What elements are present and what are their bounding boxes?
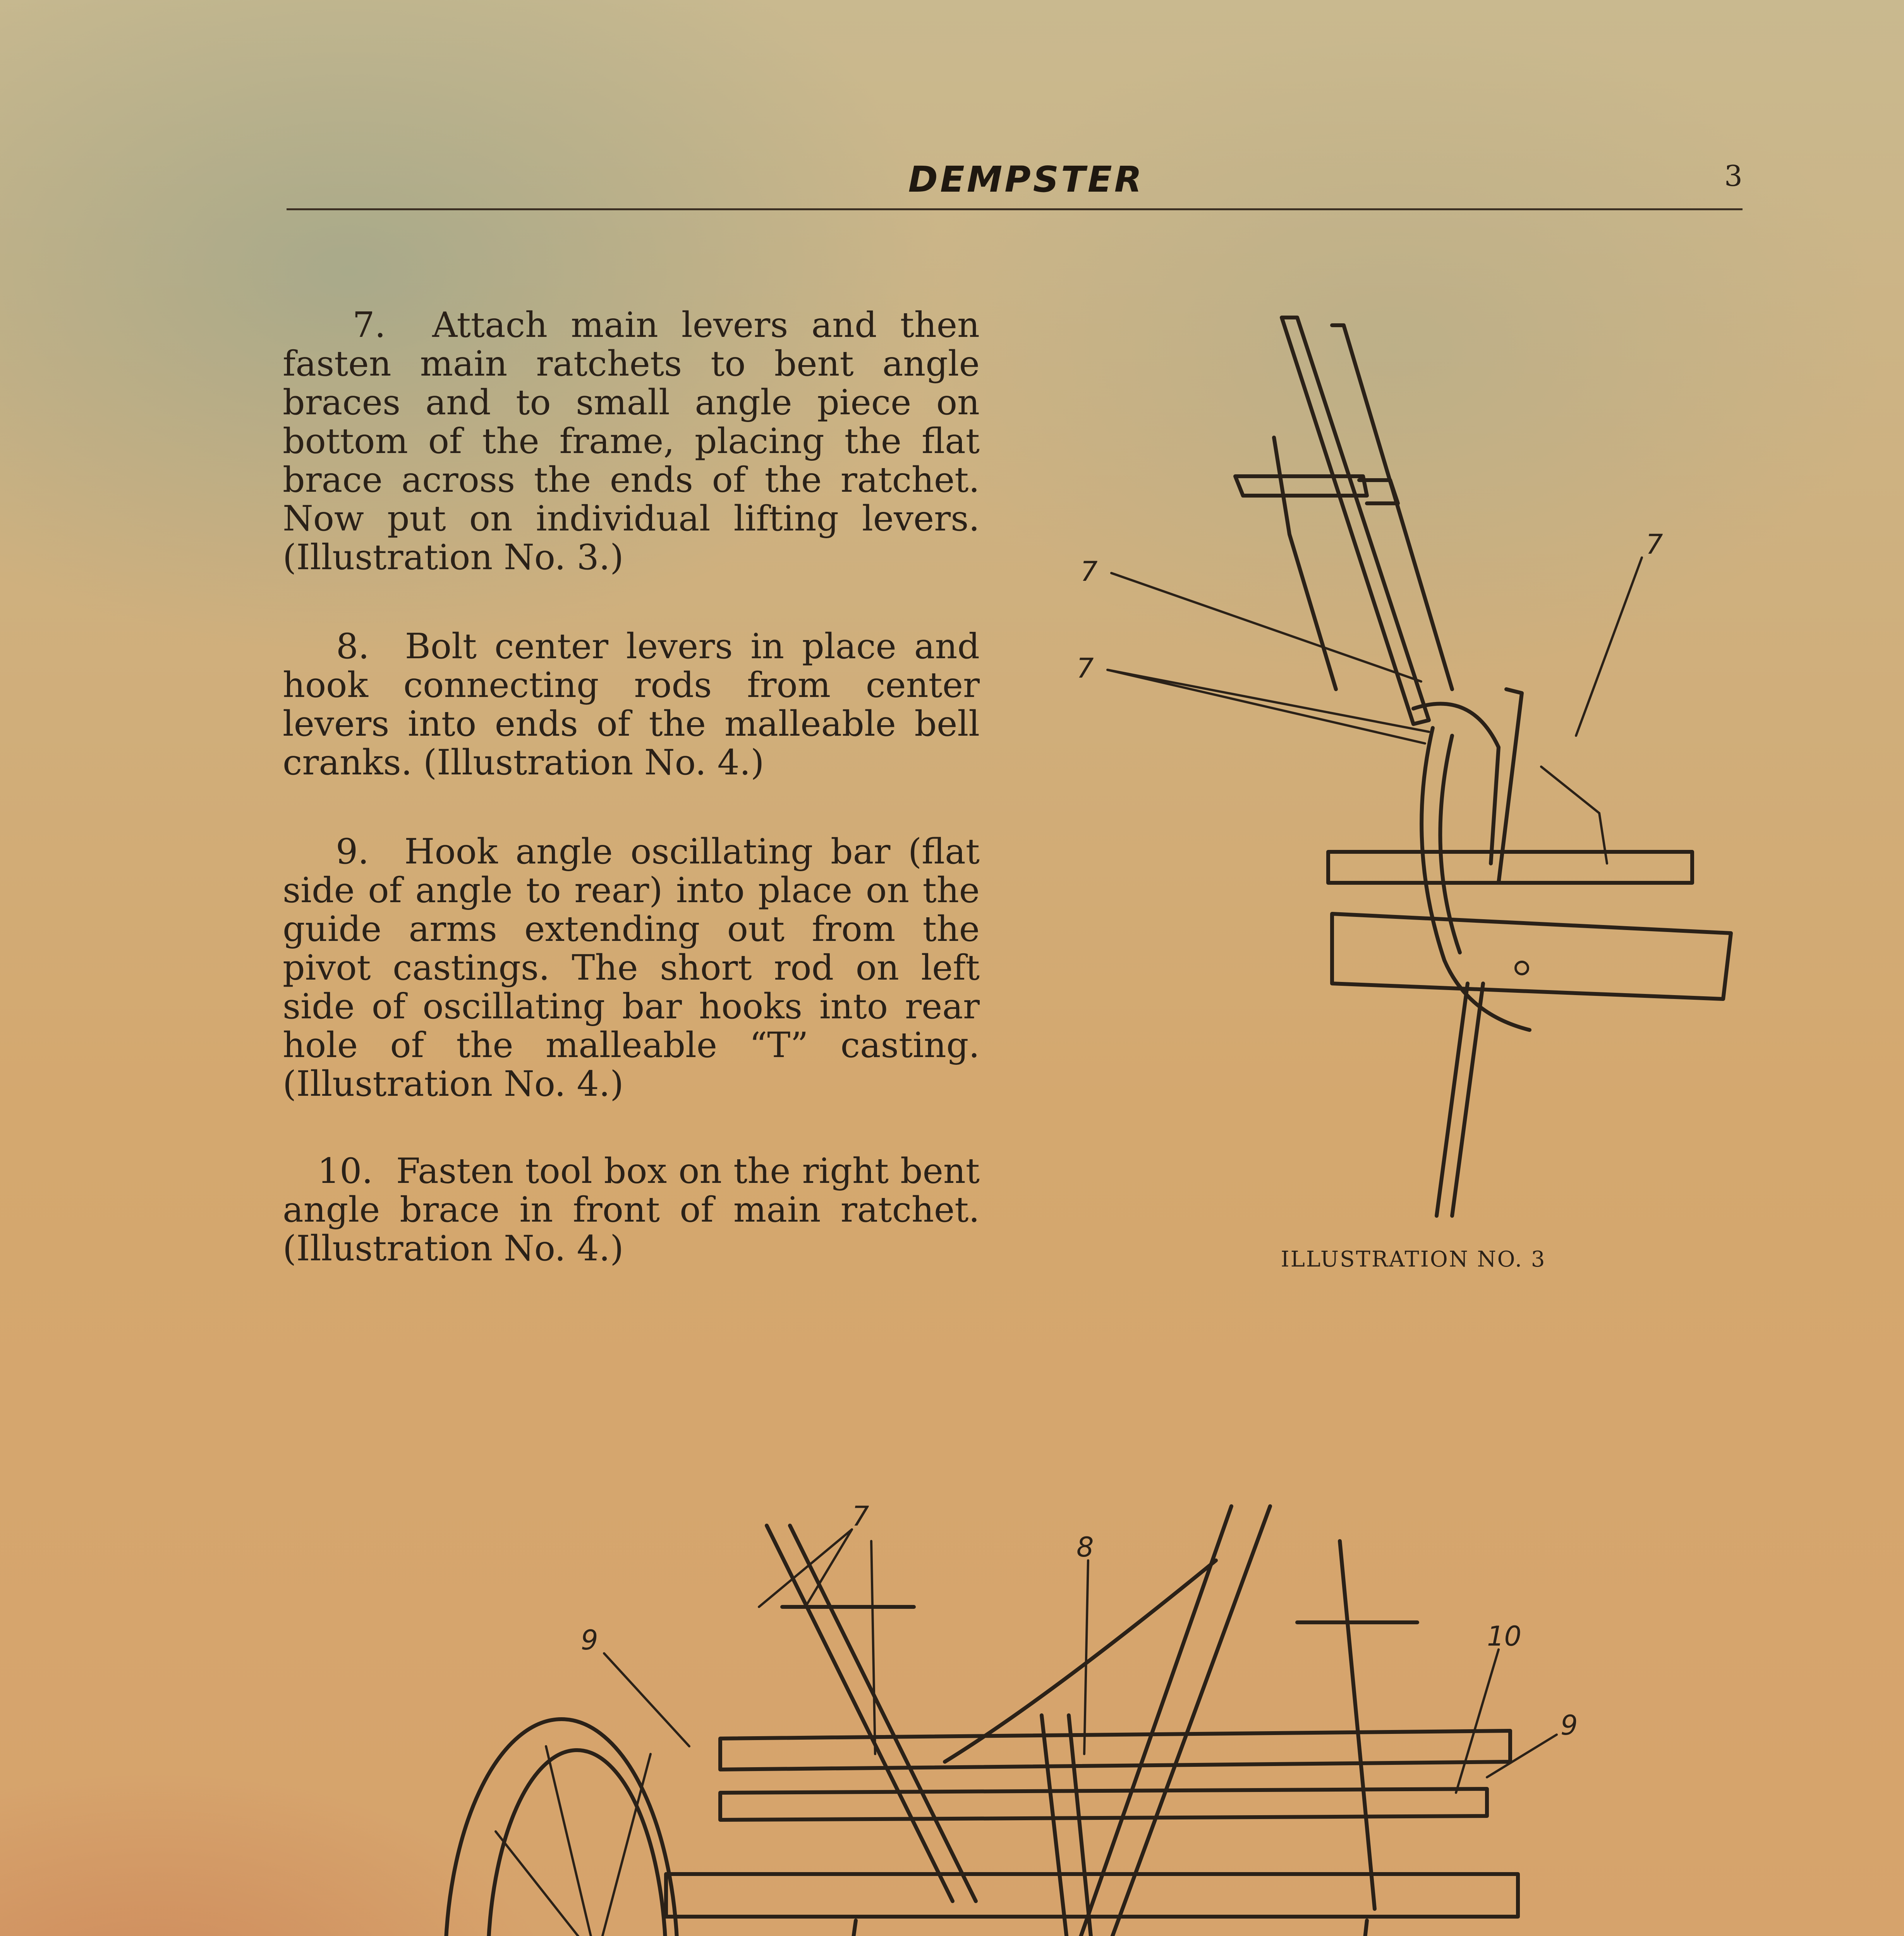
- lever-assembly-drawing: [1235, 318, 1731, 1216]
- instruction-text: Fasten tool box on the right bent angle brace in front of main ratchet. (Illustration No. 4.): [283, 1151, 980, 1269]
- callout-label: 7: [1076, 652, 1094, 684]
- instruction-number: 10.: [317, 1151, 373, 1191]
- callout-lines: [1107, 558, 1642, 743]
- instruction-8: [283, 627, 980, 782]
- illustration-3: [1065, 302, 1762, 1255]
- illustration-4: [418, 1483, 1650, 1936]
- callout-label: 9: [1561, 1709, 1578, 1741]
- page-number: 3: [1724, 160, 1743, 193]
- instruction-text: Bolt center levers in place and hook connecting rods from center levers into ends of the malleable bell cranks. (Illustration No. 4.): [283, 626, 980, 783]
- brand-logo: DEMPSTER: [908, 159, 1144, 200]
- callout-label: 7: [1646, 529, 1663, 560]
- instruction-7: [283, 306, 980, 577]
- header-rule: [287, 208, 1743, 210]
- instruction-10: [283, 1152, 980, 1268]
- callout-label: 7: [852, 1500, 869, 1532]
- cultivator-drawing: [445, 1506, 1518, 1936]
- instruction-text: Hook angle oscillating bar (flat side of angle to rear) into place on the guide arms extending out from the pivot castings. The short rod on left side of oscillating bar hooks into rear hole of the malleable “T” casting. (Illustration No. 4.): [283, 831, 980, 1104]
- instruction-9: [283, 832, 980, 1104]
- callout-label: 7: [1080, 556, 1098, 587]
- instruction-number: 9.: [335, 831, 369, 872]
- illustration-3-caption: ILLUSTRATION NO. 3: [1281, 1247, 1546, 1272]
- page-header: [287, 155, 1743, 217]
- callout-label: 8: [1076, 1531, 1094, 1563]
- instruction-number: 7.: [352, 305, 386, 345]
- instruction-number: 8.: [336, 626, 369, 667]
- instruction-text: Attach main levers and then fasten main ratchets to bent angle braces and to small angle piece on bottom of the frame, placing the flat brace across the ends of the ratchet. Now put on individual lifting levers. (Illustration No. 3.): [283, 305, 980, 578]
- callout-label: 9: [581, 1624, 598, 1656]
- callout-label: 10: [1487, 1620, 1522, 1652]
